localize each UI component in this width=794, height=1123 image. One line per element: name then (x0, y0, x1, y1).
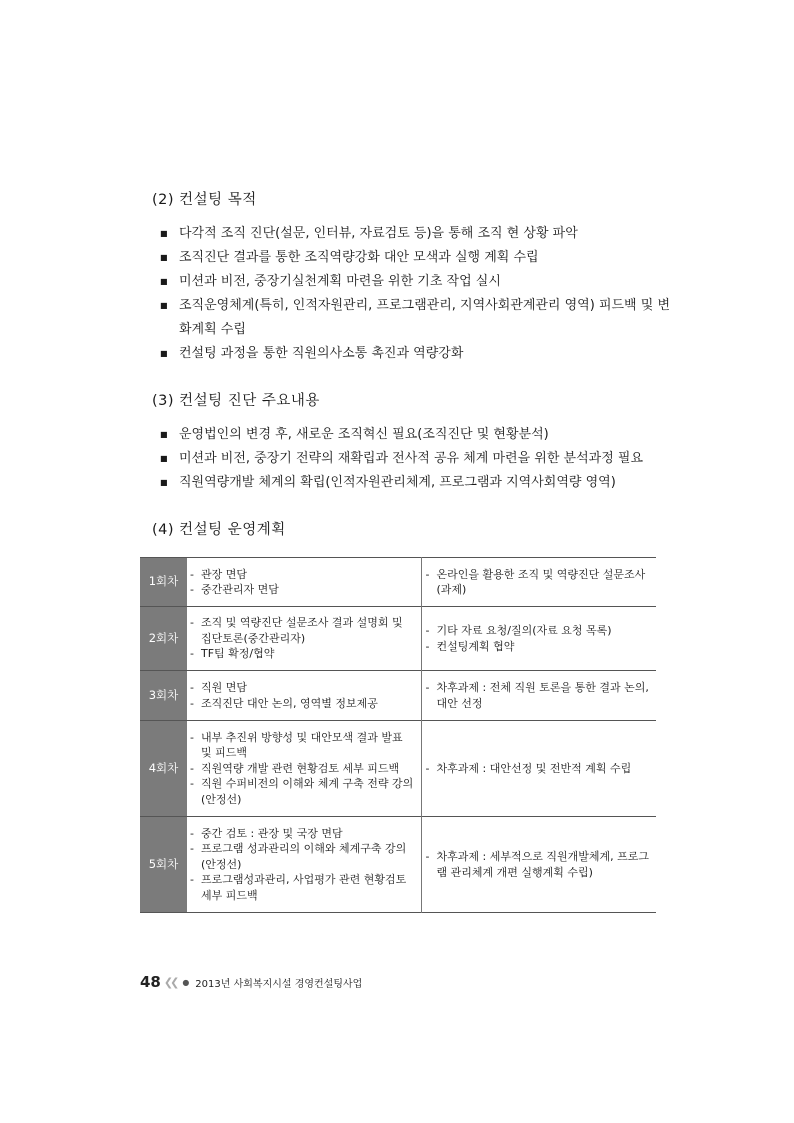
list-item: - 중간 검토 : 관장 및 국장 면담 (190, 826, 343, 840)
round-label: 4회차 (140, 721, 187, 817)
square-bullet-icon: ■ (160, 349, 168, 358)
list-item: - 조직 및 역량진단 설문조사 결과 설명회 및 집단토론(중간관리자) (190, 616, 403, 645)
table-row (140, 817, 656, 913)
left-cell (187, 558, 421, 607)
square-bullet-icon: ■ (160, 253, 168, 262)
consulting-plan-table (140, 557, 656, 913)
table-row (140, 721, 656, 817)
list-item: - 프로그램 성과관리의 이해와 체계구축 강의 (안정선) (190, 842, 407, 871)
list-item: ■ 다각적 조직 진단(설문, 인터뷰, 자료검토 등)을 통해 조직 현 상황 파악 (160, 222, 680, 246)
list-item: - 기타 자료 요청/질의(자료 요청 목록) (425, 624, 612, 637)
list-item: ■ 조직진단 결과를 통한 조직역량강화 대안 모색과 실행 계획 수립 (160, 246, 680, 270)
list-item: - 온라인을 활용한 조직 및 역량진단 설문조사 (과제) (425, 567, 646, 596)
section-3-heading: (3) 컨설팅 진단 주요내용 (152, 393, 320, 409)
list-item: ■ 컨설팅 과정을 통한 직원의사소통 촉진과 역량강화 (160, 342, 680, 366)
left-cell (187, 817, 421, 913)
list-item: ■ 운영법인의 변경 후, 새로운 조직혁신 필요(조직진단 및 현황분석) (160, 423, 680, 447)
list-item: - 차후과제 : 세부적으로 직원개발체계, 프로그램 관리체계 개편 실행계획 수립) (425, 850, 649, 879)
list-item: ■ 조직운영체계(특히, 인적자원관리, 프로그램관리, 지역사회관계관리 영역) 피드백 및 변화계획 수립 (160, 294, 680, 342)
list-item: - 프로그램성과관리, 사업평가 관련 현황검토 세부 피드백 (190, 873, 407, 902)
page-number: 48 (140, 973, 161, 991)
list-item: - 차후과제 : 대안선정 및 전반적 계획 수립 (425, 761, 632, 775)
left-cell (187, 671, 421, 721)
table-row (140, 671, 656, 721)
square-bullet-icon: ■ (160, 430, 168, 439)
round-label: 1회차 (140, 558, 187, 607)
round-label: 2회차 (140, 607, 187, 671)
section-4-heading: (4) 컨설팅 운영계획 (152, 522, 286, 538)
left-cell (187, 721, 421, 817)
square-bullet-icon: ■ (160, 301, 168, 310)
footer-title: 2013년 사회복지시설 경영컨설팅사업 (195, 978, 363, 990)
round-label: 5회차 (140, 817, 187, 913)
left-cell (187, 607, 421, 671)
list-item: - 직원 면담 (190, 681, 248, 694)
section-3-bullet-list (160, 423, 680, 495)
list-item: - 관장 면담 (190, 567, 248, 581)
list-item: - 내부 추진위 방향성 및 대안모색 결과 발표 및 피드백 (190, 730, 403, 760)
list-item: - 차후과제 : 전체 직원 토론을 통한 결과 논의, 대안 선정 (425, 681, 649, 710)
list-item: - 직원역량 개발 관련 현황검토 세부 피드백 (190, 761, 400, 775)
right-cell (421, 607, 656, 671)
list-item: - TF팀 확정/협약 (190, 647, 275, 661)
section-2-bullet-list (160, 222, 680, 366)
square-bullet-icon: ■ (160, 478, 168, 487)
table-row (140, 607, 656, 671)
right-cell (421, 817, 656, 913)
section-2-heading: (2) 컨설팅 목적 (152, 192, 257, 208)
double-chevron-left-icon: ❮❮ (163, 975, 177, 989)
page-footer (140, 973, 362, 991)
list-item: - 직원 수퍼비전의 이해와 체계 구축 전략 강의(안정선) (190, 777, 414, 806)
right-cell (421, 558, 656, 607)
square-bullet-icon: ■ (160, 229, 168, 238)
right-cell (421, 671, 656, 721)
list-item: ■ 직원역량개발 체계의 확립(인적자원관리체계, 프로그램과 지역사회역량 영역) (160, 471, 680, 495)
table-row (140, 558, 656, 607)
right-cell (421, 721, 656, 817)
square-bullet-icon: ■ (160, 277, 168, 286)
list-item: ■ 미션과 비전, 중장기실천계획 마련을 위한 기초 작업 실시 (160, 270, 680, 294)
square-bullet-icon: ■ (160, 454, 168, 463)
list-item: - 조직진단 대안 논의, 영역별 정보제공 (190, 696, 378, 710)
bullet-dot-icon: ● (182, 977, 190, 987)
list-item: ■ 미션과 비전, 중장기 전략의 재확립과 전사적 공유 체계 마련을 위한 분석과정 필요 (160, 447, 680, 471)
round-label: 3회차 (140, 671, 187, 721)
list-item: - 중간관리자 면담 (190, 583, 279, 596)
list-item: - 컨설팅계획 협약 (425, 639, 515, 653)
